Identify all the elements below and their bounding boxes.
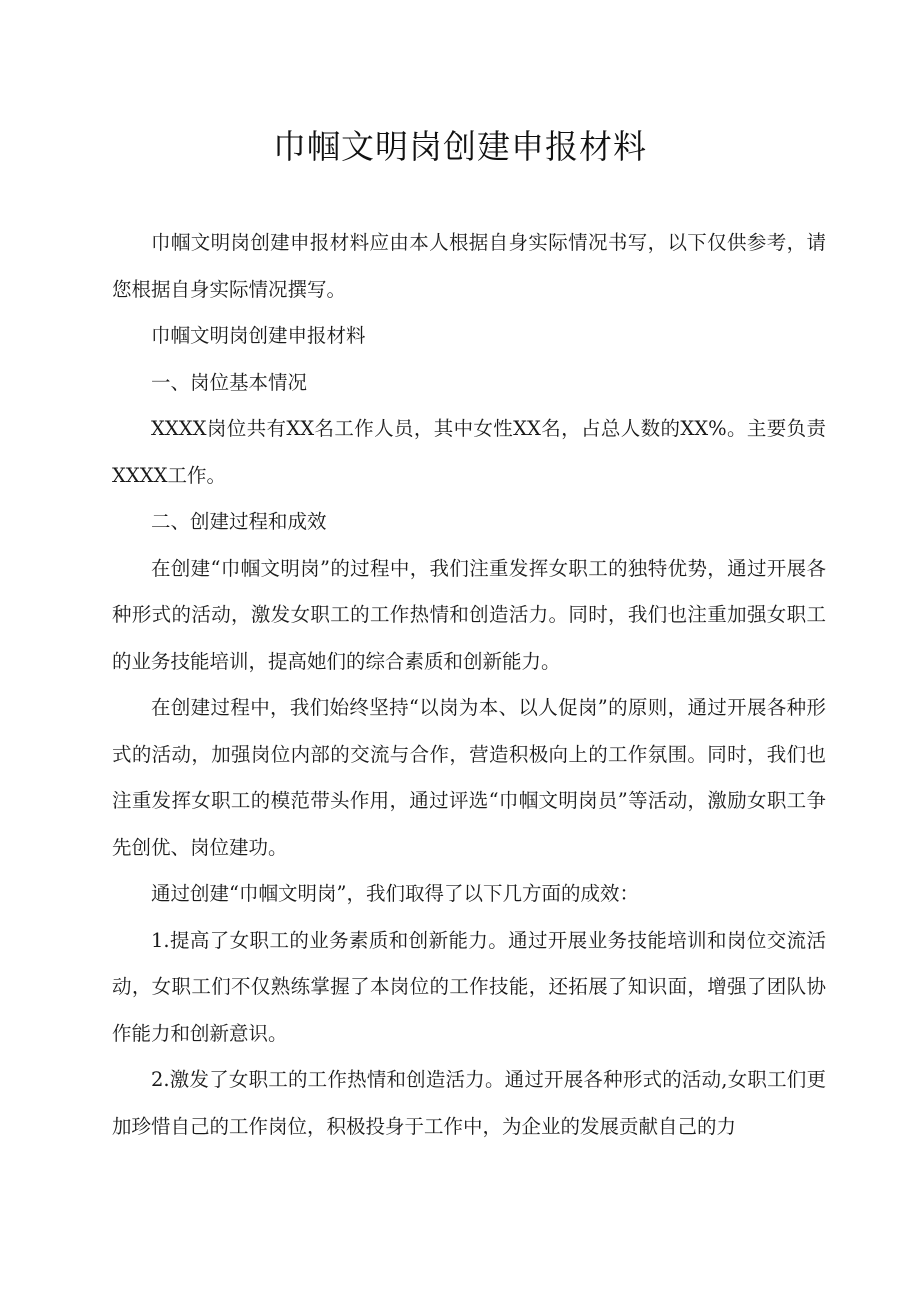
document-body [112, 220, 826, 1150]
paragraph-process-1: 在创建“巾帼文明岗”的过程中，我们注重发挥女职工的独特优势，通过开展各种形式的活动，激发女职工的工作热情和创造活力。同时，我们也注重加强女职工的业务技能培训，提高她们的综合素质和创新能力。 [112, 556, 826, 673]
paragraph-result-1: 1.提高了女职工的业务素质和创新能力。通过开展业务技能培训和岗位交流活动，女职工们不仅熟练掌握了本岗位的工作技能，还拓展了知识面，增强了团队协作能力和创新意识。 [112, 928, 826, 1045]
paragraph-process-2: 在创建过程中，我们始终坚持“以岗为本、以人促岗”的原则，通过开展各种形式的活动，加强岗位内部的交流与合作，营造积极向上的工作氛围。同时，我们也注重发挥女职工的模范带头作用，通过评选“巾帼文明岗员”等活动，激励女职工争先创优、岗位建功。 [112, 696, 826, 859]
paragraph-basic-info: XXXX岗位共有XX名工作人员，其中女性XX名，占总人数的XX%。主要负责XXXX工作。 [112, 417, 826, 487]
paragraph-intro-note: 巾帼文明岗创建申报材料应由本人根据自身实际情况书写，以下仅供参考，请您根据自身实际情况撰写。 [112, 231, 826, 301]
paragraph-results-intro: 通过创建“巾帼文明岗”，我们取得了以下几方面的成效： [151, 882, 639, 905]
paragraph-subtitle: 巾帼文明岗创建申报材料 [151, 324, 366, 347]
document-title: 巾帼文明岗创建申报材料 [273, 127, 647, 166]
section-heading-basic-info: 一、岗位基本情况 [151, 370, 308, 394]
paragraph-result-2: 2.激发了女职工的工作热情和创造活力。通过开展各种形式的活动,女职工们更加珍惜自己的工作岗位，积极投身于工作中，为企业的发展贡献自己的力 [112, 1068, 826, 1138]
section-heading-process: 二、创建过程和成效 [151, 510, 327, 533]
